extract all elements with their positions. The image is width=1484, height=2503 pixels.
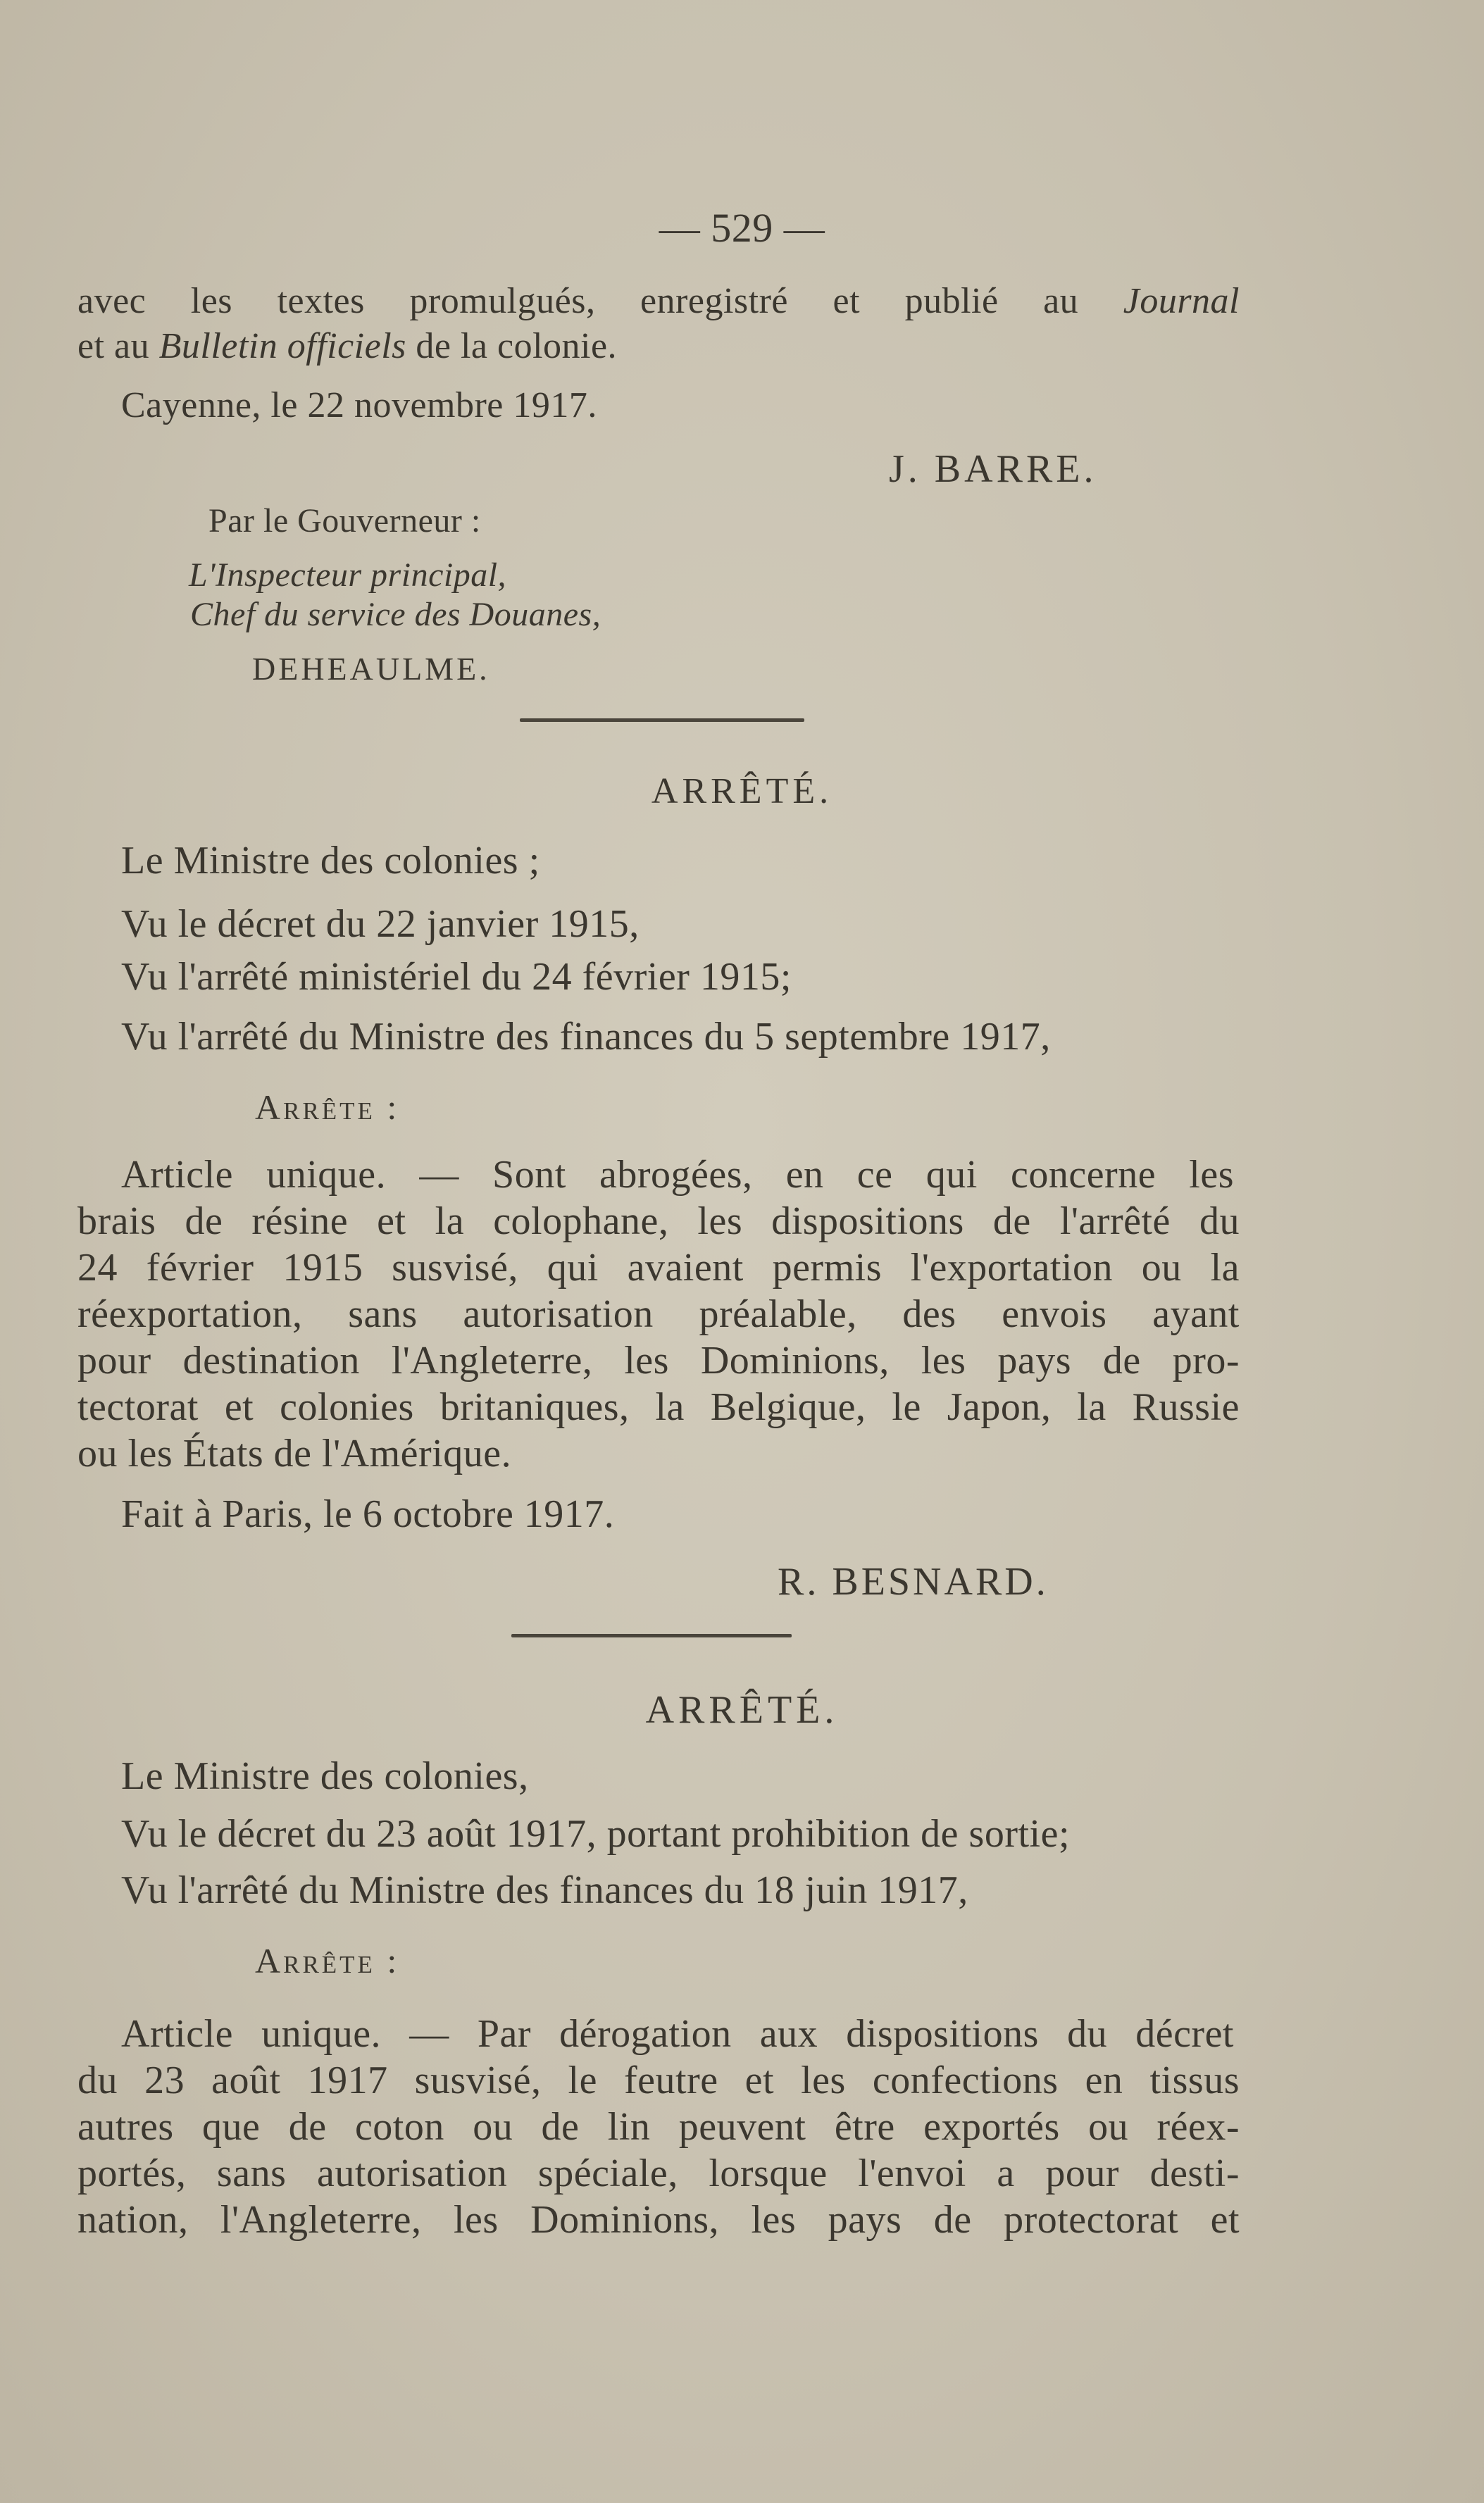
chief-title: Chef du service des Douanes, xyxy=(190,596,601,633)
arrete-2-vu-1: Vu le décret du 23 août 1917, portant prohibition de sortie; xyxy=(121,1812,1071,1856)
arrete-2-vu-2: Vu l'arrêté du Ministre des finances du 18 juin 1917, xyxy=(121,1868,968,1912)
arrete-2-body-line: portés, sans autorisation spéciale, lorsque l'envoi a pour desti- xyxy=(77,2152,1240,2195)
arrete-2-minister: Le Ministre des colonies, xyxy=(121,1754,529,1798)
signature-barre: J. BARRE. xyxy=(889,447,1097,491)
arrete-1-body-line: réexportation, sans autorisation préalable, des envois ayant xyxy=(77,1292,1240,1336)
arrete-1-arrete-label: Arrête : xyxy=(255,1087,400,1127)
carry-over-line-2-text-a: et au xyxy=(77,326,159,366)
arrete-2-body-line: nation, l'Angleterre, les Dominions, les pays de protectorat et xyxy=(77,2198,1240,2242)
countersign-deheaulme: DEHEAULME. xyxy=(252,651,490,687)
arrete-1-done: Fait à Paris, le 6 octobre 1917. xyxy=(121,1492,615,1536)
journal-word: Journal xyxy=(1123,281,1240,321)
carry-over-line-1 xyxy=(77,279,1240,324)
carry-over-line-2 xyxy=(77,324,1240,369)
arrete-1-body-line: ou les États de l'Amérique. xyxy=(77,1432,512,1475)
carry-over-line-1-text: avec les textes promulgués, enregistré et publié au xyxy=(77,281,1123,321)
page-number: — 529 — xyxy=(659,205,825,251)
carry-over-line-2-text-c: de la colonie. xyxy=(406,326,618,366)
by-governor: Par le Gouverneur : xyxy=(208,502,481,539)
arrete-1-body-line: 24 février 1915 susvisé, qui avaient permis l'exportation ou la xyxy=(77,1246,1240,1290)
arrete-2-body-line: Article unique. — Par dérogation aux dispositions du décret xyxy=(121,2012,1234,2056)
arrete-1-body-line: brais de résine et la colophane, les dispositions de l'arrêté du xyxy=(77,1199,1240,1243)
arrete-2-arrete-label: Arrête : xyxy=(255,1941,400,1980)
arrete-1-vu-3: Vu l'arrêté du Ministre des finances du 5 septembre 1917, xyxy=(121,1015,1051,1059)
arrete-2-body-line: du 23 août 1917 susvisé, le feutre et les confections en tissus xyxy=(77,2059,1240,2102)
separator-rule-1 xyxy=(520,718,804,722)
place-date: Cayenne, le 22 novembre 1917. xyxy=(121,385,597,425)
arrete-2-body-line: autres que de coton ou de lin peuvent être exportés ou réex- xyxy=(77,2105,1240,2149)
arrete-1-body-line: Article unique. — Sont abrogées, en ce qui concerne les xyxy=(121,1153,1234,1197)
bulletin-words: Bulletin officiels xyxy=(158,326,406,366)
inspector-title: L'Inspecteur principal, xyxy=(189,556,507,594)
arrete-1-body-line: pour destination l'Angleterre, les Dominions, les pays de pro- xyxy=(77,1339,1240,1382)
arrete-2-title: ARRÊTÉ. xyxy=(645,1688,839,1732)
arrete-1-minister: Le Ministre des colonies ; xyxy=(121,839,540,882)
separator-rule-2 xyxy=(511,1634,792,1637)
arrete-1-vu-2: Vu l'arrêté ministériel du 24 février 1915; xyxy=(121,955,792,999)
arrete-1-body-line: tectorat et colonies britaniques, la Belgique, le Japon, la Russie xyxy=(77,1385,1240,1429)
signature-besnard: R. BESNARD. xyxy=(778,1560,1049,1604)
arrete-1-title: ARRÊTÉ. xyxy=(651,771,833,811)
arrete-1-vu-1: Vu le décret du 22 janvier 1915, xyxy=(121,902,640,946)
